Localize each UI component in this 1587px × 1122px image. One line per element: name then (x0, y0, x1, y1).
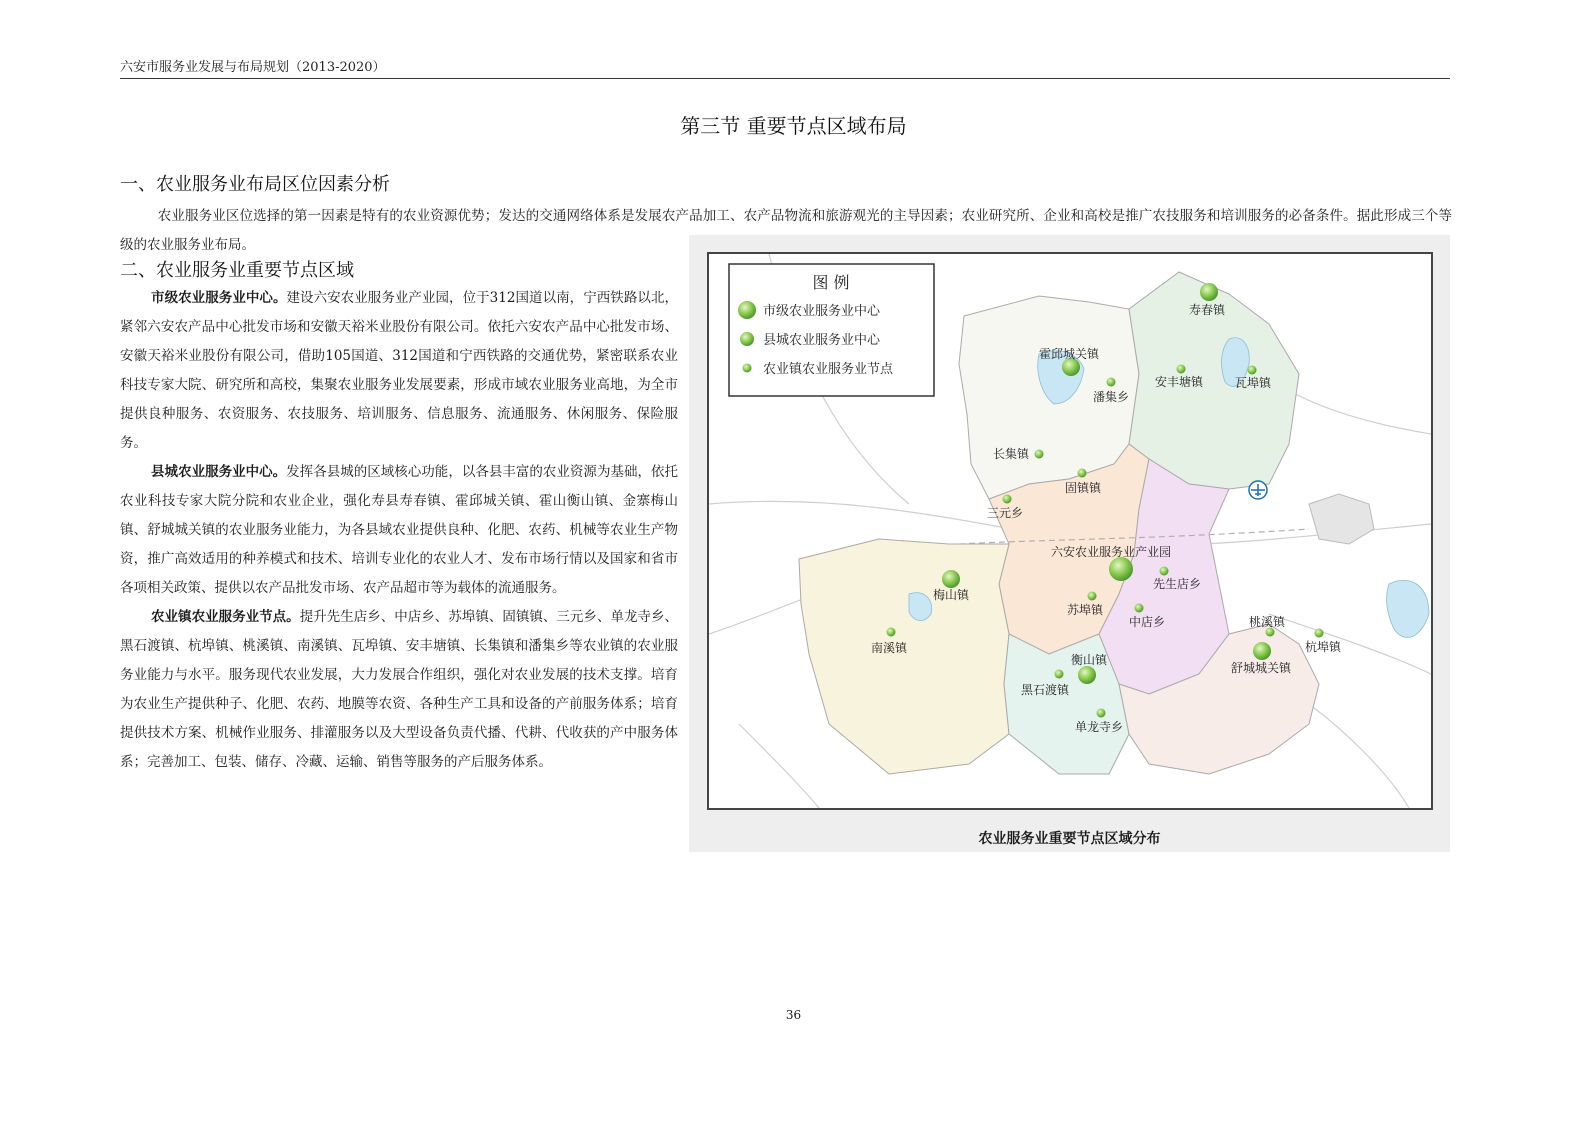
node-marker-town (1035, 450, 1044, 459)
node-marker-town (1248, 366, 1257, 375)
legend-item-county: 县城农业服务业中心 (763, 333, 881, 348)
heading-key-nodes: 二、农业服务业重要节点区域 (120, 260, 354, 281)
node-marker-town (1135, 604, 1144, 613)
node-marker-town (1177, 365, 1186, 374)
node-label: 六安农业服务业产业园 (1051, 545, 1172, 559)
node-label: 杭埠镇 (1305, 640, 1342, 654)
lake-chaohu (1387, 580, 1429, 637)
node-marker-town (1097, 709, 1106, 718)
node-label: 梅山镇 (933, 588, 970, 602)
document-title: 六安市服务业发展与布局规划（2013-2020） (120, 60, 386, 75)
node-marker-town (1055, 670, 1064, 679)
node-label: 中店乡 (1129, 615, 1166, 629)
node-label: 霍邱城关镇 (1039, 347, 1100, 361)
node-label: 寿春镇 (1189, 303, 1226, 317)
map-legend (729, 264, 934, 396)
paragraph-lead: 市级农业服务业中心。 (151, 290, 287, 306)
paragraph-text: 建设六安农业服务业产业园，位于312国道以南，宁西铁路以北，紧邻六安农产品中心批发市场和安徽天裕米业股份有限公司。依托六安农产品中心批发市场、安徽天裕米业股份有限公司，借助105国道、312国道和宁西铁路的交通优势，紧密联系农业科技专家大院、研究所和高校，集聚农业服务业发展要素，形成市域农业服务业高地，为全市提供良种服务、农资服务、农技服务、培训服务、信息服务、流通服务、休闲服务、保险服务。 (120, 290, 678, 451)
node-label: 桃溪镇 (1249, 615, 1286, 629)
paragraph-county-center (120, 458, 678, 603)
node-marker-town (1003, 495, 1012, 504)
node-marker-town (1315, 629, 1324, 638)
node-label: 南溪镇 (871, 641, 908, 655)
node-marker-town (887, 628, 896, 637)
paragraph-lead: 农业镇农业服务业节点。 (151, 609, 300, 625)
paragraph-lead: 县城农业服务业中心。 (151, 464, 287, 480)
document-header (120, 56, 1450, 79)
section-title: 第三节 重要节点区域布局 (680, 114, 907, 138)
legend-city-symbol (738, 301, 756, 319)
node-label: 黑石渡镇 (1021, 683, 1070, 697)
figure-caption: 农业服务业重要节点区域分布 (978, 831, 1161, 847)
node-marker-county (1253, 642, 1271, 660)
paragraph-text: 发挥各县城的区域核心功能，以各县丰富的农业资源为基础，依托农业科技专家大院分院和农业企业，强化寿县寿春镇、霍邱城关镇、霍山衡山镇、金寨梅山镇、舒城城关镇的农业服务业能力，为各县域农业提供良种、化肥、农药、机械等农业生产物资，推广高效适用的种养模式和技术、培训专业化的农业人才、发布市场行情以及国家和省市各项相关政策、提供以农产品批发市场、农产品超市等为载体的流通服务。 (120, 464, 679, 596)
node-label: 长集镇 (993, 447, 1030, 461)
node-label: 潘集乡 (1093, 390, 1130, 404)
legend-item-city: 市级农业服务业中心 (763, 304, 881, 319)
node-label: 舒城城关镇 (1231, 661, 1292, 675)
node-marker-town (1107, 378, 1116, 387)
page-number: 36 (785, 1008, 802, 1022)
node-label: 三元乡 (987, 506, 1024, 520)
node-marker-town (1088, 592, 1097, 601)
node-label: 衡山镇 (1071, 653, 1108, 667)
map-svg (709, 254, 1431, 808)
body-column (120, 284, 678, 777)
node-marker-county (942, 570, 960, 588)
node-label: 苏埠镇 (1067, 603, 1104, 617)
node-label: 安丰塘镇 (1155, 375, 1204, 389)
heading-location-factors: 一、农业服务业布局区位因素分析 (120, 174, 390, 195)
node-marker-city (1109, 557, 1133, 581)
node-marker-county (1078, 666, 1096, 684)
node-label: 先生店乡 (1153, 577, 1202, 591)
region-jinzhai (799, 539, 1009, 774)
legend-item-town: 农业镇农业服务业节点 (763, 362, 894, 377)
legend-town-symbol (743, 364, 752, 373)
node-marker-county (1200, 283, 1218, 301)
node-label: 固镇镇 (1065, 481, 1102, 495)
airport-icon (1249, 481, 1267, 499)
map-frame (707, 252, 1433, 810)
intro-paragraph: 农业服务业区位选择的第一因素是特有的农业资源优势；发达的交通网络体系是发展农产品加工、农产品物流和旅游观光的主导因素；农业研究所、企业和高校是推广农技服务和培训服务的必备条件。据此形成三个等级的农业服务业布局。 (120, 208, 1452, 253)
paragraph-town-node (120, 603, 678, 777)
paragraph-city-center (120, 284, 678, 458)
hefei-urban-area (1309, 494, 1374, 544)
legend-county-symbol (740, 332, 754, 346)
paragraph-text: 提升先生店乡、中店乡、苏埠镇、固镇镇、三元乡、单龙寺乡、黑石渡镇、杭埠镇、桃溪镇、南溪镇、瓦埠镇、安丰塘镇、长集镇和潘集乡等农业镇的农业服务业能力与水平。服务现代农业发展，大力发展合作组织，强化对农业发展的技术支撑。培育为农业生产提供种子、化肥、农药、地膜等农资、各种生产工具和设备的产前服务体系；培育提供技术方案、机械作业服务、排灌服务以及大型设备负责代播、代耕、代收获的产中服务体系；完善加工、包装、储存、冷藏、运输、销售等服务的产后服务体系。 (120, 609, 679, 770)
map-figure (689, 235, 1450, 852)
node-label: 瓦埠镇 (1235, 376, 1272, 390)
legend-title: 图 例 (812, 273, 850, 292)
node-marker-town (1078, 469, 1087, 478)
node-marker-town (1160, 567, 1169, 576)
node-label: 单龙寺乡 (1075, 720, 1124, 734)
